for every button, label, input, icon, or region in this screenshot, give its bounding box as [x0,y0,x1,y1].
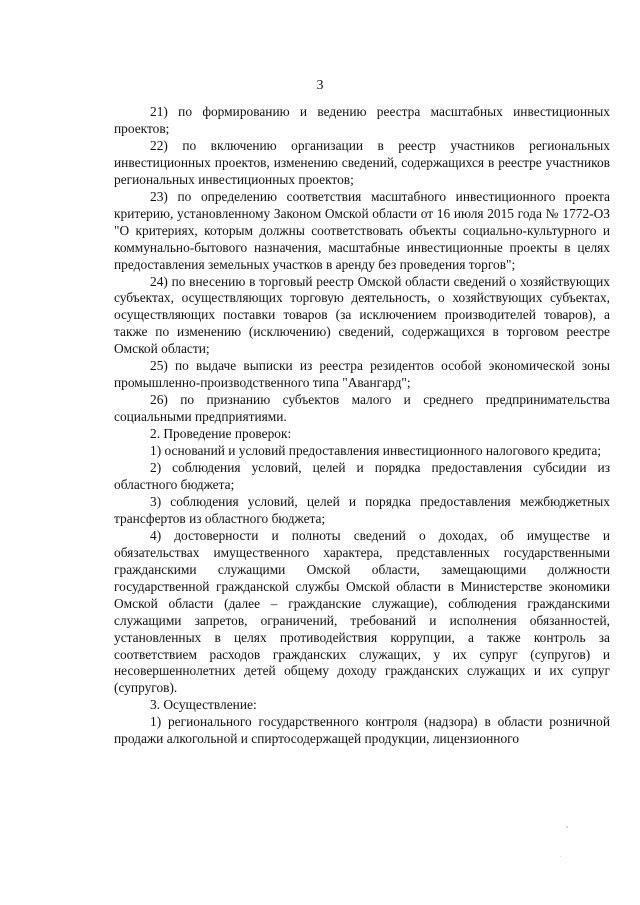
paragraph: 4) достоверности и полноты сведений о доходах, об имуществе и обязательствах имущественного характера, представленных государственными гражданскими служащими Омской области, замещающими должности государственной гражданской службы Омской области в Министерстве экономики Омской области (далее – гражданские служащие), соблюдения гражданскими служащими запретов, ограничений, требований и исполнения обязанностей, установленных в целях противодействия коррупции, а также контроль за соответствием расходов гражданских служащих, у их супруг (супругов) и несовершеннолетних детей общему доходу гражданских служащих и их супруг (супругов). [114,527,610,696]
page-number: 3 [316,78,324,93]
scan-speck [566,826,568,828]
paragraph: 25) по выдаче выписки из реестра резидентов особой экономической зоны промышленно-производственного типа "Авангард"; [114,358,610,391]
paragraph: 21) по формированию и ведению реестра масштабных инвестиционных проектов; [114,104,610,136]
paragraph: 2) соблюдения условий, целей и порядка предоставления субсидии из областного бюджета; [114,460,610,492]
paragraph: 22) по включению организации в реестр участников региональных инвестиционных проектов, изменению сведений, содержащихся в реестре участников региональных инвестиционных проектов; [114,137,610,187]
document-body [114,104,610,748]
paragraph: 26) по признанию субъектов малого и среднего предпринимательства социальными предприятиями. [114,392,610,425]
paragraph: 24) по внесению в торговый реестр Омской области сведений о хозяйствующих субъектах, осуществляющих торговую деятельность, о хозяйствующих субъектах, осуществляющих поставки товаров (за исключением производителей товаров), а также по изменению (исключению) сведений, содержащихся в торговом реестре Омской области; [114,273,610,357]
paragraph: 1) регионального государственного контроля (надзора) в области розничной продажи алкогольной и спиртосодержащей продукции, лицензионного [114,714,610,747]
section-heading: 3. Осуществление: [150,697,257,713]
paragraph: 1) оснований и условий предоставления инвестиционного налогового кредита; [150,443,602,459]
paragraph: 3) соблюдения условий, целей и порядка предоставления межбюджетных трансфертов из областного бюджета; [114,493,610,526]
paragraph: 23) по определению соответствия масштабного инвестиционного проекта критерию, установленному Законом Омской области от 16 июля 2015 года № 1772-ОЗ "О критериях, которым должны соответствовать объекты социально-культурного и коммунально-бытового назначения, масштабные инвестиционные проекты в целях предоставления земельных участков в аренду без проведения торгов"; [114,188,610,272]
scan-speck [560,856,561,857]
section-heading: 2. Проведение проверок: [150,426,292,442]
